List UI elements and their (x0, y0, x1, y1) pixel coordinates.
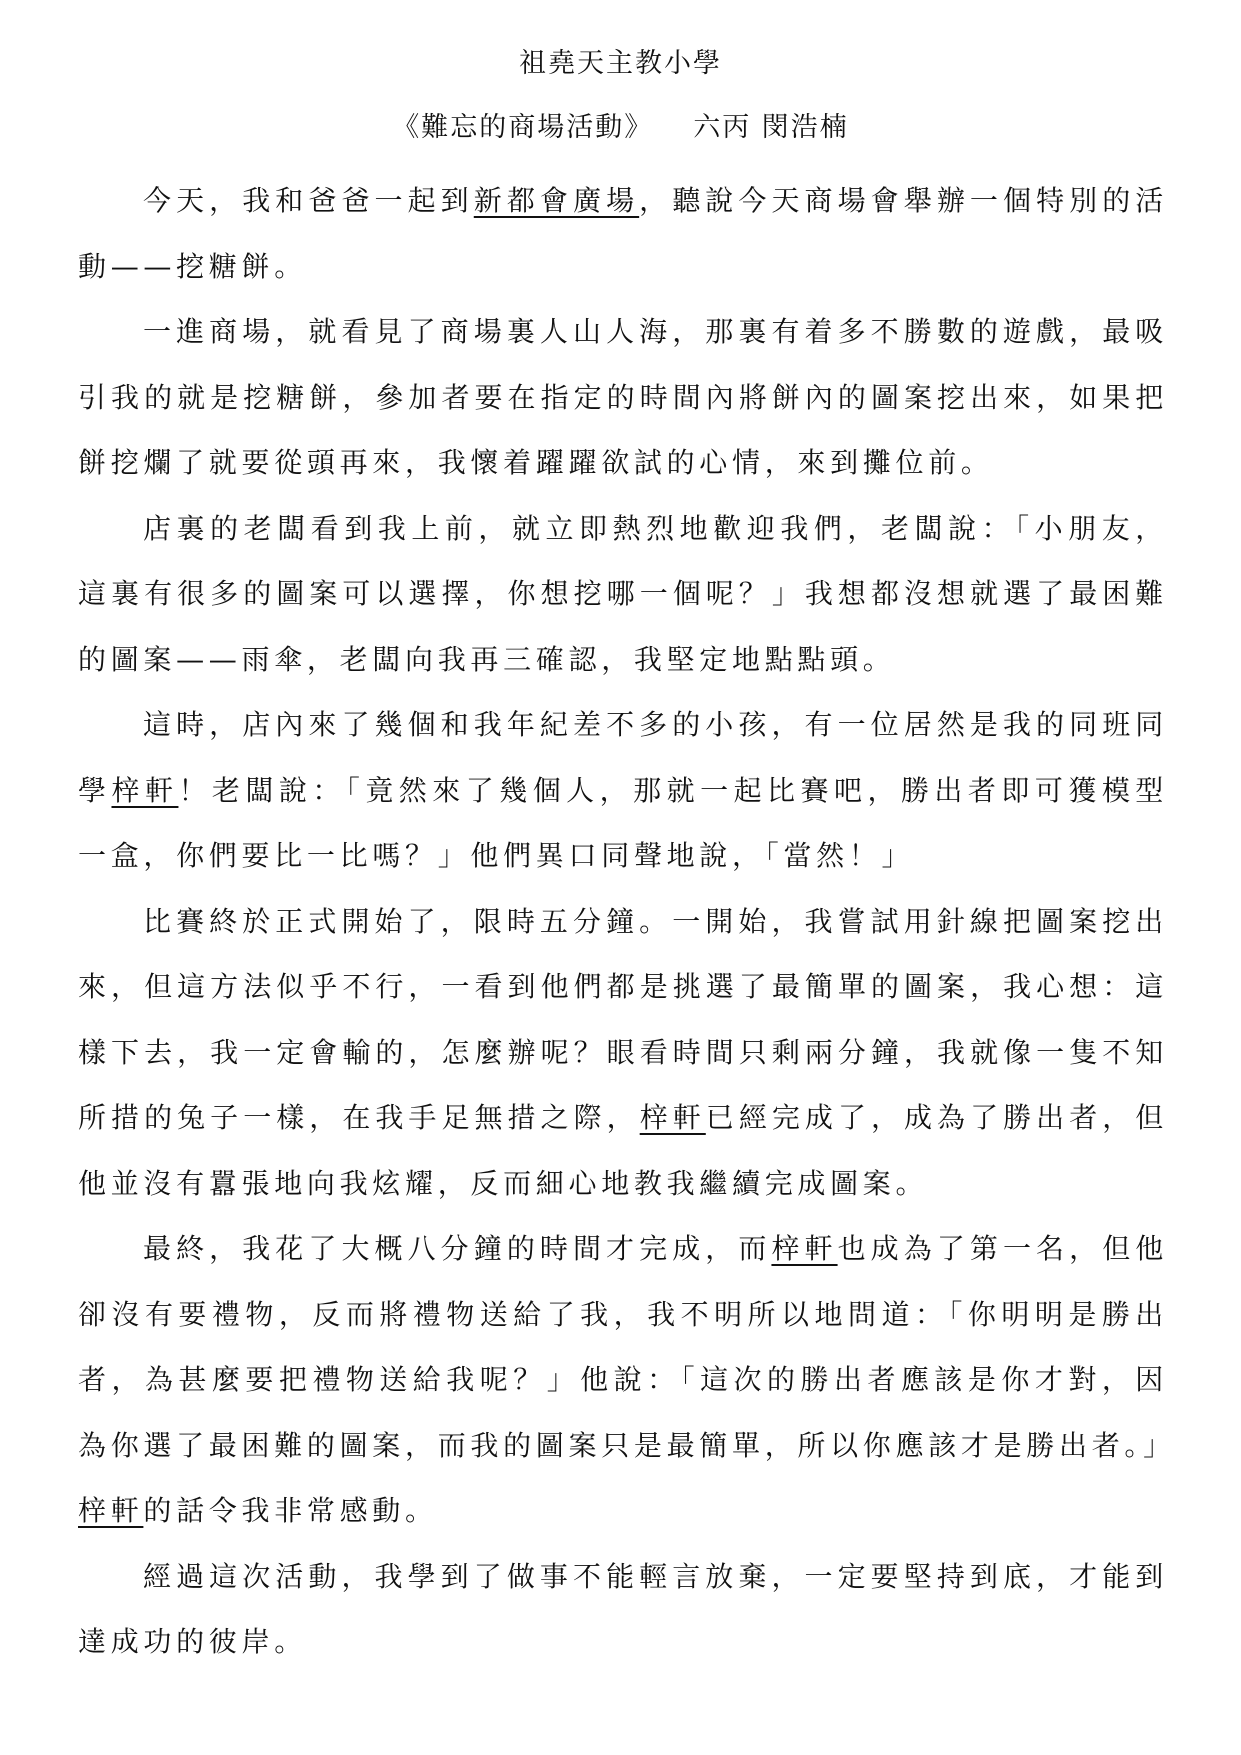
essay-title: 《難忘的商場活動》 (392, 112, 654, 143)
person-name: 梓軒 (771, 1232, 838, 1265)
text-run: 的話令我非常感動。 (143, 1494, 438, 1527)
paragraph-7 (78, 1544, 1168, 1675)
text-run: 今天，我和爸爸一起到 (143, 184, 474, 217)
essay-body (78, 168, 1176, 1675)
text-run: 一進商場，就看見了商場裏人山人海，那裏有着多不勝數的遊戲，最吸引我的就是挖糖餅，參加者要在指定的時間內將餅內的圖案挖出來，如果把餅挖爛了就要從頭再來，我懷着躍躍欲試的心情，來到攤位前。 (78, 315, 1168, 479)
text-run: 經過這次活動，我學到了做事不能輕言放棄，一定要堅持到底，才能到達成功的彼岸。 (78, 1559, 1168, 1658)
essay-heading (0, 108, 1241, 148)
person-name: 梓軒 (78, 1494, 144, 1527)
text-run: 比賽終於正式開始了，限時五分鐘。一開始，我嘗試用針線把圖案挖出來，但這方法似乎不行，一看到他們都是挑選了最簡單的圖案，我心想：這樣下去，我一定會輸的，怎麼辦呢？眼看時間只剩兩分鐘，我就像一隻不知所措的兔子一樣，在我手足無措之際， (78, 904, 1168, 1134)
paragraph-3 (78, 496, 1168, 693)
paragraph-2 (78, 299, 1168, 496)
paragraph-4 (78, 692, 1168, 889)
place-name: 新都會廣場 (473, 184, 640, 217)
person-name: 梓軒 (639, 1101, 706, 1134)
paragraph-1 (78, 168, 1168, 299)
text-run: ，聽說今天商場會舉辦一個特別的活動——挖糖餅。 (78, 184, 1168, 283)
text-run: 店裏的老闆看到我上前，就立即熱烈地歡迎我們，老闆說：「小朋友，這裏有很多的圖案可以選擇，你想挖哪一個呢？」我想都沒想就選了最困難的圖案——雨傘，老闆向我再三確認，我堅定地點點頭。 (78, 511, 1168, 676)
person-name: 梓軒 (111, 773, 179, 807)
text-run: 已經完成了，成為了勝出者，但他並沒有囂張地向我炫耀，反而細心地教我繼續完成圖案。 (78, 1101, 1169, 1200)
student-name: 閔浩楠 (761, 112, 849, 143)
text-run: 最終，我花了大概八分鐘的時間才完成，而 (143, 1232, 772, 1265)
paragraph-5 (78, 889, 1168, 1217)
text-run: ！老闆說：「竟然來了幾個人，那就一起比賽吧，勝出者即可獲模型一盒，你們要比一比嗎？」他們異口同聲地說，「當然！」 (78, 773, 1168, 872)
school-name: 祖堯天主教小學 (519, 48, 722, 79)
text-run: 也成為了第一名，但他卻沒有要禮物，反而將禮物送給了我，我不明所以地問道：「你明明是勝出者，為甚麼要把禮物送給我呢？」他說：「這次的勝出者應該是你才對，因為你選了最困難的圖案，而我的圖案只是最簡單，所以你應該才是勝出者。」 (78, 1232, 1176, 1462)
paragraph-6 (78, 1216, 1176, 1544)
text-run: 這時，店內來了幾個和我年紀差不多的小孩，有一位居然是我的同班同學 (78, 708, 1168, 807)
student-class: 六丙 (693, 112, 752, 143)
